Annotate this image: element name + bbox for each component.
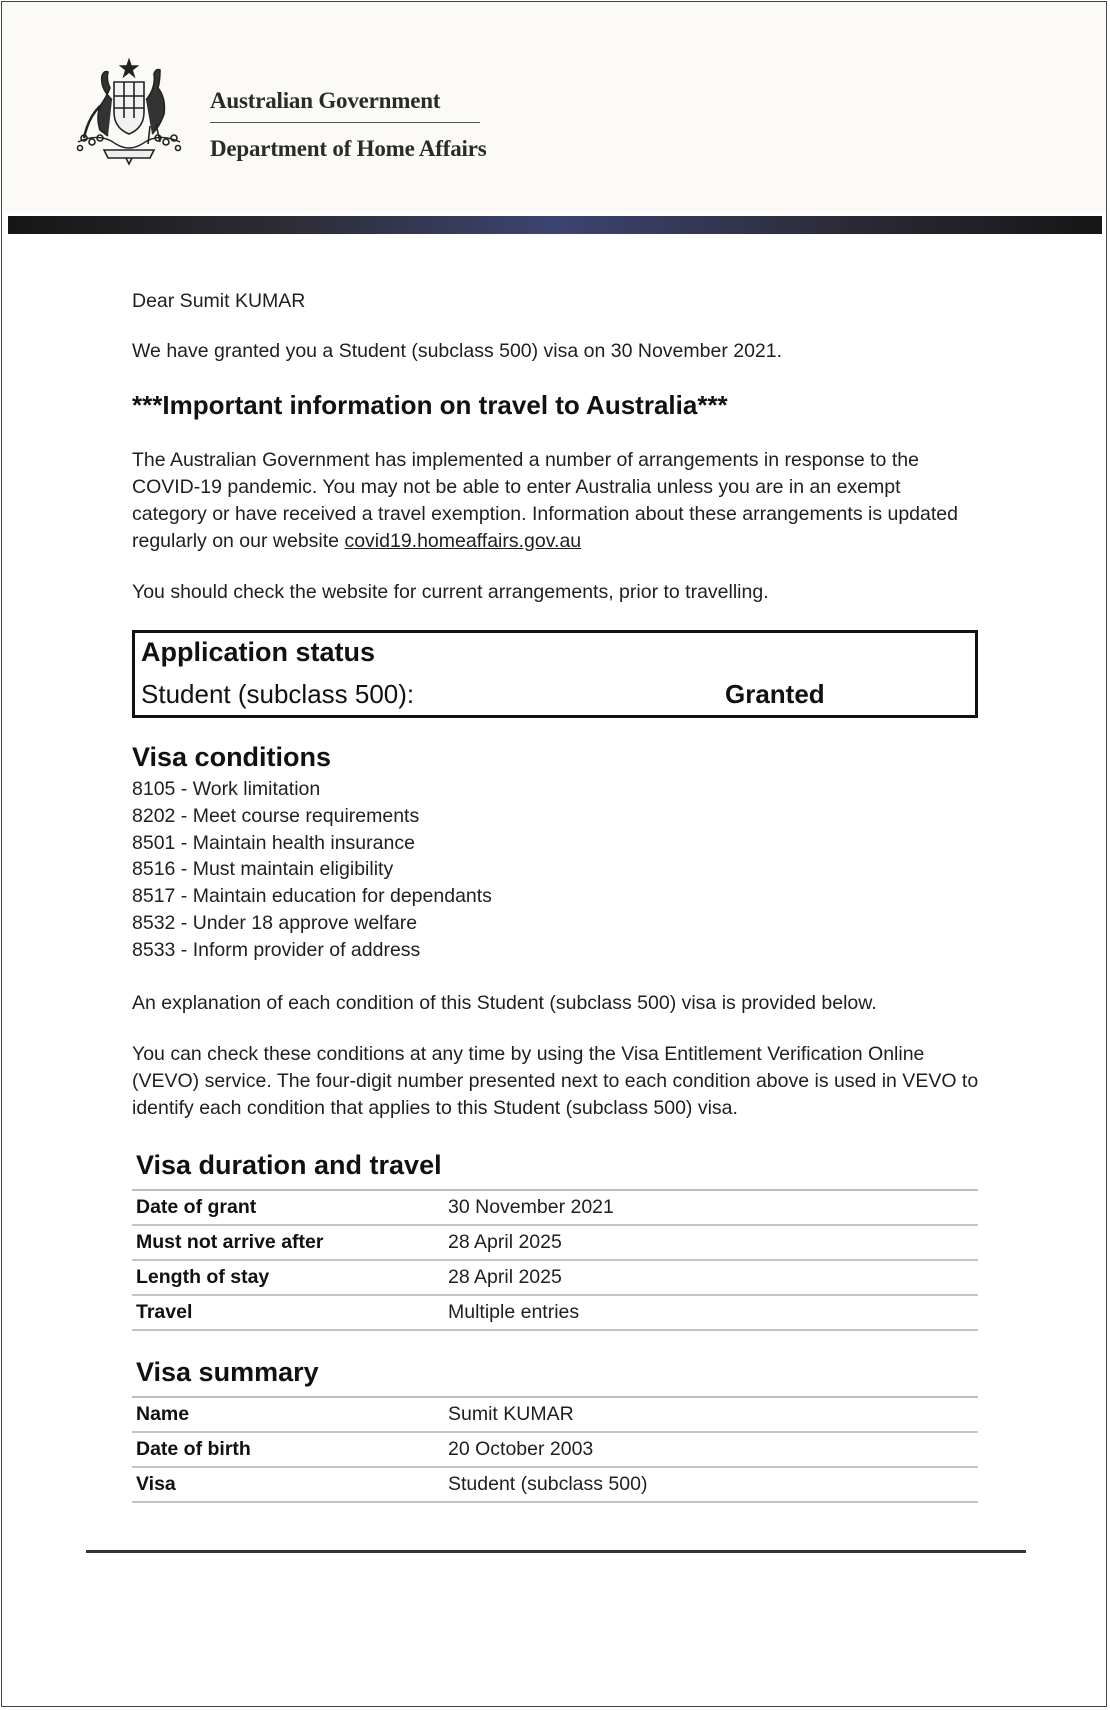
- row-label: Date of grant: [136, 1196, 257, 1218]
- table-row: [132, 1261, 978, 1296]
- vevo-paragraph: You can check these conditions at any time by using the Visa Entitlement Verification Online (VEVO) service. The four-digit number presented next to each condition above is used in VEVO to identify each condition that applies to this Student (subclass 500) visa.: [132, 1043, 979, 1119]
- letterhead: [2, 2, 1106, 212]
- visa-duration-table: [132, 1189, 978, 1331]
- list-item: 8532 - Under 18 approve welfare: [132, 911, 418, 934]
- table-row: [132, 1226, 978, 1261]
- row-label: Name: [136, 1403, 190, 1425]
- visa-summary-title: Visa summary: [136, 1357, 319, 1387]
- table-row: [132, 1191, 978, 1226]
- row-label: Must not arrive after: [136, 1231, 324, 1253]
- table-row: [132, 1296, 978, 1331]
- table-row: [132, 1433, 978, 1468]
- row-value: 30 November 2021: [448, 1196, 614, 1218]
- list-item: 8517 - Maintain education for dependants: [132, 885, 492, 908]
- org-divider: [210, 122, 480, 123]
- application-status-box: [132, 630, 978, 718]
- application-status-title: Application status: [141, 637, 376, 667]
- application-status-value: Granted: [725, 679, 825, 709]
- row-label: Visa: [136, 1473, 176, 1495]
- org-name-government: Australian Government: [210, 88, 441, 113]
- list-item: 8105 - Work limitation: [132, 778, 321, 800]
- visa-duration-title: Visa duration and travel: [136, 1150, 442, 1180]
- grant-statement: We have granted you a Student (subclass 500) visa on 30 November 2021.: [132, 340, 783, 362]
- row-value: 20 October 2003: [448, 1438, 594, 1460]
- check-website-note: You should check the website for current arrangements, prior to travelling.: [132, 581, 769, 603]
- list-item: 8516 - Must maintain eligibility: [132, 858, 394, 881]
- visa-summary-table: [132, 1396, 978, 1503]
- table-row: [132, 1468, 978, 1503]
- row-value: Student (subclass 500): [448, 1473, 648, 1495]
- row-value: Multiple entries: [448, 1301, 580, 1323]
- footer-divider: [86, 1550, 1026, 1553]
- table-row: [132, 1398, 978, 1433]
- conditions-explanation: An explanation of each condition of this Student (subclass 500) visa is provided below.: [132, 992, 877, 1014]
- row-label: Length of stay: [136, 1266, 270, 1288]
- row-value: Sumit KUMAR: [448, 1403, 574, 1425]
- coat-of-arms-icon: [70, 58, 188, 166]
- org-name-department: Department of Home Affairs: [210, 136, 487, 161]
- covid-website-link[interactable]: covid19.homeaffairs.gov.au: [344, 530, 582, 552]
- row-value: 28 April 2025: [448, 1266, 562, 1288]
- list-item: 8202 - Meet course requirements: [132, 804, 420, 827]
- application-status-label: Student (subclass 500):: [141, 679, 415, 709]
- greeting: Dear Sumit KUMAR: [132, 290, 306, 312]
- covid-paragraph: [132, 447, 972, 555]
- header-band: [8, 216, 1102, 234]
- visa-conditions-heading: Visa conditions: [132, 742, 332, 772]
- list-item: 8533 - Inform provider of address: [132, 938, 421, 961]
- row-label: Date of birth: [136, 1438, 251, 1460]
- visa-conditions-list: [132, 776, 492, 964]
- list-item: 8501 - Maintain health insurance: [132, 831, 415, 854]
- row-value: 28 April 2025: [448, 1231, 562, 1253]
- covid-paragraph-text: The Australian Government has implemented a number of arrangements in response to the COVID-19 pandemic. You may not be able to enter Australia unless you are in an exempt category or have received a travel exemption. Information about these arrangements is updated regularly on our website: [132, 449, 958, 552]
- row-label: Travel: [136, 1301, 193, 1323]
- important-heading: ***Important information on travel to Australia***: [132, 390, 728, 420]
